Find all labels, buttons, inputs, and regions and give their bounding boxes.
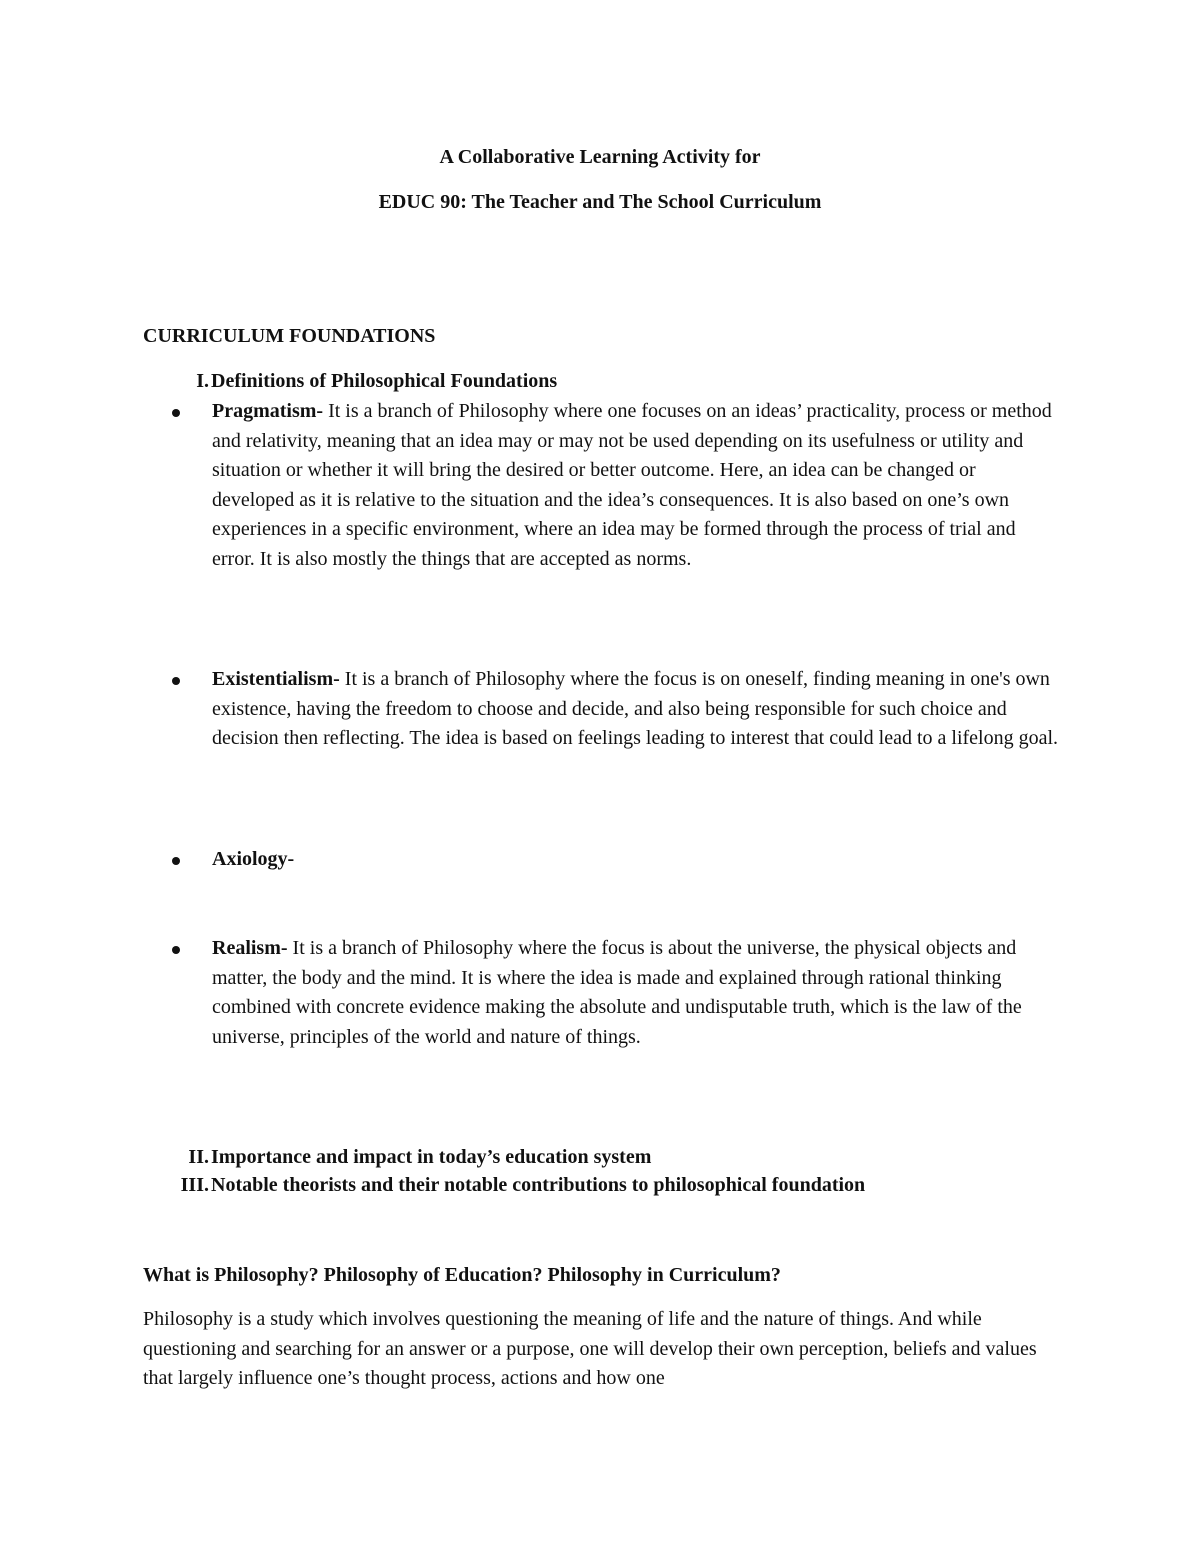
definition-term: Existentialism- xyxy=(212,668,340,690)
definition-existentialism xyxy=(172,665,1072,754)
outline-label: Notable theorists and their notable contributions to philosophical foundation xyxy=(211,1174,866,1196)
outline-number: III. xyxy=(180,1174,209,1196)
definition-term: Pragmatism- xyxy=(212,400,324,422)
course-title: EDUC 90: The Teacher and The School Curriculum xyxy=(378,191,822,213)
document-title: A Collaborative Learning Activity for xyxy=(439,146,761,168)
bullet-icon xyxy=(172,677,180,685)
question-heading: What is Philosophy? Philosophy of Education? Philosophy in Curriculum? xyxy=(143,1264,781,1286)
outline-number: II. xyxy=(188,1146,209,1168)
definition-axiology xyxy=(172,845,1072,875)
outline-item-1 xyxy=(143,369,557,393)
definition-pragmatism xyxy=(172,397,1072,575)
section-heading: CURRICULUM FOUNDATIONS xyxy=(143,325,436,347)
definition-text: It is a branch of Philosophy where one focuses on an ideas’ practicality, process or method and relativity, meaning that an idea may or may not be used depending on its usefulness or utility and situation or whether it will bring the desired or better outcome. Here, an idea can be changed or developed as it is relative to the situation and the idea’s consequences. It is also based on one’s own experiences in a specific environment, where an idea may be formed through the process of trial and error. It is also mostly the things that are accepted as norms. xyxy=(212,400,1052,570)
bullet-icon xyxy=(172,857,180,865)
bullet-icon xyxy=(172,946,180,954)
outline-label: Definitions of Philosophical Foundations xyxy=(211,370,558,392)
bullet-icon xyxy=(172,409,180,417)
definition-term: Realism- xyxy=(212,937,288,959)
outline-number: I. xyxy=(196,370,209,392)
outline-item-3 xyxy=(143,1173,865,1197)
outline-label: Importance and impact in today’s education system xyxy=(211,1146,652,1168)
definition-text: It is a branch of Philosophy where the focus is about the universe, the physical objects and matter, the body and the mind. It is where the idea is made and explained through rational thinking combined with concrete evidence making the absolute and undisputable truth, which is the law of the universe, principles of the world and nature of things. xyxy=(212,937,1022,1048)
definition-text: It is a branch of Philosophy where the focus is on oneself, finding meaning in one's own existence, having the freedom to choose and decide, and also being responsible for such choice and decision then reflecting. The idea is based on feelings leading to interest that could lead to a lifelong goal. xyxy=(212,668,1059,750)
body-paragraph: Philosophy is a study which involves questioning the meaning of life and the nature of things. And while questioning and searching for an answer or a purpose, one will develop their own perception, beliefs and values that largely influence one’s thought process, actions and how one xyxy=(143,1308,1037,1390)
outline-item-2 xyxy=(143,1145,651,1169)
definition-realism xyxy=(172,934,1072,1052)
definition-term: Axiology- xyxy=(212,848,295,870)
